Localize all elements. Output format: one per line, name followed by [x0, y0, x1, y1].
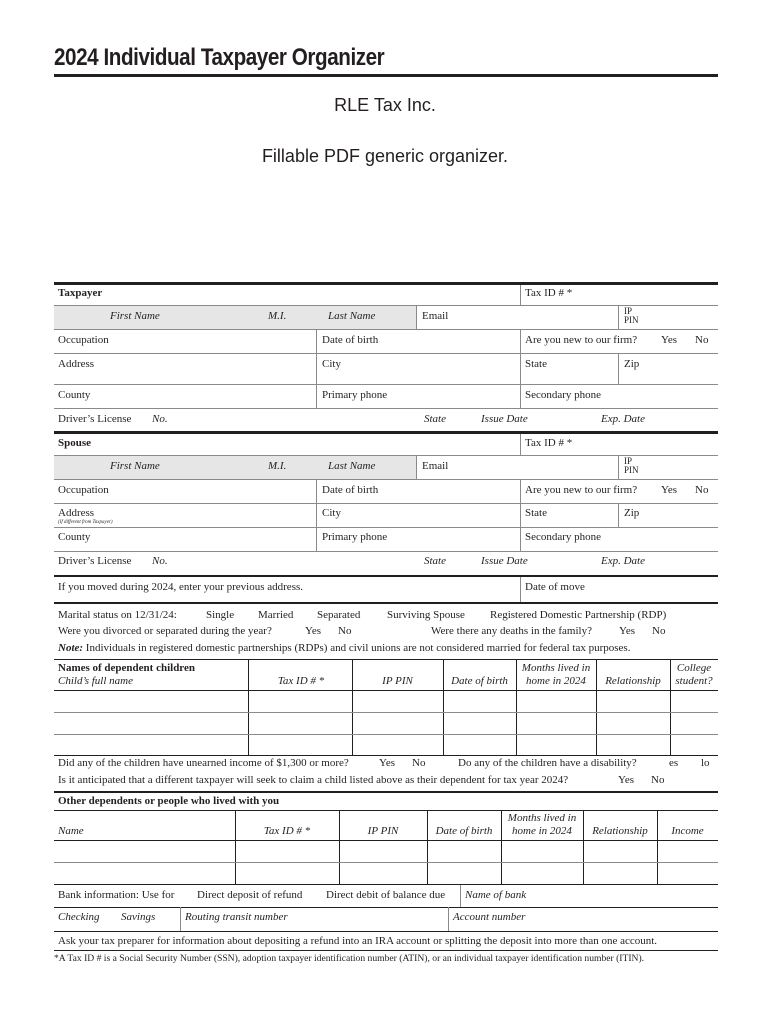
months-line-1: Months lived in [507, 812, 577, 824]
col-line [235, 811, 236, 884]
divider [520, 527, 521, 551]
children-col-college [670, 662, 718, 688]
child-row-1-name[interactable] [56, 693, 246, 710]
divider [316, 527, 317, 551]
spouse-dob-label: Date of birth [322, 484, 379, 496]
divider [520, 329, 521, 353]
others-heading: Other dependents or people who lived with you [58, 795, 280, 807]
spouse-new-firm-label: Are you new to our firm? [525, 484, 638, 496]
months-line-2: home in 2024 [526, 675, 586, 687]
spouse-city-label: City [322, 507, 341, 519]
row-line [54, 884, 718, 885]
taxpayer-tax-id-label: Tax ID # * [525, 287, 573, 299]
col-line [583, 811, 584, 884]
taxpayer-dl-no-label: No. [152, 413, 168, 425]
college-line-2: student? [675, 675, 713, 687]
spouse-secondary-phone-label: Secondary phone [525, 531, 602, 543]
marital-surviving-spouse[interactable]: Surviving Spouse [387, 609, 465, 621]
bank-name-field[interactable] [530, 888, 715, 904]
taxpayer-county-label: County [58, 389, 91, 401]
bank-direct-deposit[interactable]: Direct deposit of refund [197, 889, 303, 901]
col-line [443, 660, 444, 756]
taxpayer-first-name-label: First Name [110, 310, 160, 322]
divider [316, 384, 317, 408]
col-line [501, 811, 502, 884]
bank-name-label: Name of bank [465, 889, 527, 901]
spouse-dl-no-label: No. [152, 555, 168, 567]
taxpayer-dl-issue-label: Issue Date [481, 413, 528, 425]
col-line [670, 660, 671, 756]
taxpayer-mi-label: M.I. [268, 310, 287, 322]
row-line [54, 755, 718, 756]
bank-account-label: Account number [453, 911, 526, 923]
children-col-months [516, 662, 596, 688]
children-col-ip-pin: IP PIN [382, 675, 413, 687]
row-line [54, 712, 718, 713]
taxpayer-dob-label: Date of birth [322, 334, 379, 346]
bank-account-field[interactable] [535, 910, 715, 927]
marital-separated[interactable]: Separated [317, 609, 361, 621]
others-col-income: Income [671, 825, 704, 837]
divider [520, 285, 521, 305]
rule [54, 810, 718, 811]
claim-question: Is it anticipated that a different taxpayer will seek to claim a child listed above as their dependent for tax year 2024? [58, 774, 569, 786]
children-col-relationship: Relationship [605, 675, 661, 687]
divider [520, 384, 521, 408]
bank-ask-note: Ask your tax preparer for information about depositing a refund into an IRA account or splitting the deposit into more than one account. [58, 935, 658, 947]
taxpayer-last-name-label: Last Name [328, 310, 376, 322]
taxpayer-top-rule [54, 282, 718, 285]
divider [618, 353, 619, 384]
col-line [657, 811, 658, 884]
bank-direct-debit[interactable]: Direct debit of balance due [326, 889, 446, 901]
taxpayer-tax-id-field[interactable] [585, 287, 713, 301]
disability-yes[interactable]: es [669, 757, 679, 769]
spouse-email-field[interactable] [455, 459, 615, 475]
spouse-zip-label: Zip [624, 507, 640, 519]
unearned-question: Did any of the children have unearned income of $1,300 or more? [58, 757, 349, 769]
disability-question: Do any of the children have a disability? [458, 757, 637, 769]
months-line-1: Months lived in [521, 662, 591, 674]
spouse-email-label: Email [422, 460, 449, 472]
col-line [352, 660, 353, 756]
rule [54, 931, 718, 932]
company-name: RLE Tax Inc. [334, 95, 436, 115]
col-line [339, 811, 340, 884]
col-line [516, 660, 517, 756]
marital-rdp[interactable]: Registered Domestic Partnership (RDP) [490, 609, 667, 621]
taxpayer-address-label: Address [58, 358, 95, 370]
taxpayer-city-label: City [322, 358, 341, 370]
rule [54, 690, 718, 691]
deaths-no[interactable]: No [652, 625, 666, 637]
spouse-dl-issue-label: Issue Date [481, 555, 528, 567]
bank-label: Bank information: Use for [58, 889, 175, 901]
college-line-1: College [676, 662, 712, 674]
divider [520, 503, 521, 527]
others-col-name: Name [58, 825, 84, 837]
spouse-state-label: State [525, 507, 547, 519]
others-col-ip-pin: IP PIN [367, 825, 399, 837]
taxpayer-heading: Taxpayer [58, 287, 103, 299]
rule [54, 527, 718, 528]
taxpayer-dl-state-label: State [424, 413, 446, 425]
other-row-2-name[interactable] [56, 865, 233, 882]
taxpayer-occupation-label: Occupation [58, 334, 109, 346]
divider [520, 577, 521, 602]
row-line [54, 862, 718, 863]
divider [520, 434, 521, 455]
claim-no[interactable]: No [651, 774, 665, 786]
divider [520, 479, 521, 503]
col-line [248, 660, 249, 756]
spouse-address-note: (If different from Taxpayer) [58, 520, 113, 525]
divider [460, 885, 461, 907]
bank-checking[interactable]: Checking [58, 911, 100, 923]
unearned-no[interactable]: No [412, 757, 426, 769]
divider [618, 306, 619, 329]
deaths-question: Were there any deaths in the family? [431, 625, 592, 637]
divider [618, 503, 619, 527]
unearned-yes[interactable]: Yes [379, 757, 396, 769]
spouse-mi-label: M.I. [268, 460, 287, 472]
date-of-move-label: Date of move [525, 581, 585, 593]
deaths-yes[interactable]: Yes [619, 625, 636, 637]
taxpayer-dl-label: Driver’s License [58, 413, 132, 425]
divorced-question: Were you divorced or separated during the year? [58, 625, 272, 637]
children-col-dob: Date of birth [451, 675, 508, 687]
rule [54, 659, 718, 660]
divider [618, 456, 619, 479]
marital-single[interactable]: Single [206, 609, 235, 621]
spouse-address-label: Address [58, 507, 95, 519]
taxpayer-dl-exp-label: Exp. Date [601, 413, 645, 425]
months-line-2: home in 2024 [512, 825, 572, 837]
spouse-occupation-label: Occupation [58, 484, 109, 496]
others-col-tax-id: Tax ID # * [263, 825, 311, 837]
moved-label: If you moved during 2024, enter your previous address. [58, 581, 304, 593]
rule [54, 408, 718, 409]
divider [416, 456, 417, 479]
divider [520, 353, 521, 384]
page-title: 2024 Individual Taxpayer Organizer [54, 44, 385, 71]
others-col-months [501, 812, 583, 838]
spouse-first-name-label: First Name [110, 460, 160, 472]
child-row-2-name[interactable] [56, 715, 246, 732]
col-line [427, 811, 428, 884]
spouse-dl-label: Driver’s License [58, 555, 132, 567]
divorced-yes[interactable]: Yes [305, 625, 322, 637]
taxpayer-state-label: State [525, 358, 547, 370]
rule [54, 479, 718, 480]
divider [316, 329, 317, 353]
other-row-1-name[interactable] [56, 843, 233, 860]
bank-routing-field[interactable] [295, 910, 445, 927]
disability-no[interactable]: lo [701, 757, 710, 769]
note-label: Note: [58, 642, 84, 654]
spouse-tax-id-label: Tax ID # * [525, 437, 573, 449]
spouse-new-firm-yes[interactable]: Yes [661, 484, 678, 496]
spouse-new-firm-no[interactable]: No [695, 484, 709, 496]
spouse-last-name-label: Last Name [328, 460, 376, 472]
children-heading: Names of dependent children [58, 662, 195, 674]
taxpayer-secondary-phone-label: Secondary phone [525, 389, 602, 401]
note-text: Individuals in registered domestic partnerships (RDPs) and civil unions are not considered married for federal tax purposes. [83, 642, 631, 654]
rule [54, 551, 718, 552]
divorced-no[interactable]: No [338, 625, 352, 637]
children-col-tax-id: Tax ID # * [277, 675, 325, 687]
spouse-county-label: County [58, 531, 91, 543]
spouse-heading: Spouse [58, 437, 92, 449]
taxpayer-new-firm-yes[interactable]: Yes [661, 334, 678, 346]
taxpayer-new-firm-no[interactable]: No [695, 334, 709, 346]
moved-top-rule [54, 575, 718, 577]
divider [316, 353, 317, 384]
spouse-top-rule [54, 431, 718, 434]
col-line [596, 660, 597, 756]
taxpayer-new-firm-label: Are you new to our firm? [525, 334, 638, 346]
others-top-rule [54, 791, 718, 793]
marital-label: Marital status on 12/31/24: [58, 609, 177, 621]
taxpayer-primary-phone-label: Primary phone [322, 389, 388, 401]
taxpayer-ip-pin-label: IP PIN [624, 306, 639, 325]
tax-id-footnote: *A Tax ID # is a Social Security Number (SSN), adoption taxpayer identification number (ATIN), or an individual taxpayer identification number (ITIN). [54, 953, 645, 964]
children-col-name: Child’s full name [58, 675, 133, 687]
taxpayer-zip-label: Zip [624, 358, 640, 370]
spouse-ip-pin-label: IP PIN [624, 456, 639, 475]
divider [180, 907, 181, 931]
others-col-relationship: Relationship [592, 825, 648, 837]
others-col-dob: Date of birth [435, 825, 493, 837]
rule [54, 384, 718, 385]
divider [316, 479, 317, 503]
spouse-dl-state-label: State [424, 555, 446, 567]
child-row-3-name[interactable] [56, 737, 246, 753]
row-line [54, 734, 718, 735]
taxpayer-email-field[interactable] [455, 309, 615, 325]
marital-married[interactable]: Married [258, 609, 294, 621]
taxpayer-email-label: Email [422, 310, 449, 322]
bank-savings[interactable]: Savings [121, 911, 156, 923]
document-subtitle: Fillable PDF generic organizer. [261, 146, 509, 166]
title-rule [54, 74, 718, 77]
bank-routing-label: Routing transit number [185, 911, 288, 923]
spouse-tax-id-field[interactable] [585, 437, 713, 451]
spouse-dl-exp-label: Exp. Date [601, 555, 645, 567]
rule [54, 950, 718, 951]
spouse-primary-phone-label: Primary phone [322, 531, 388, 543]
divider [316, 503, 317, 527]
divider [448, 907, 449, 931]
claim-yes[interactable]: Yes [618, 774, 635, 786]
rule [54, 840, 718, 841]
divider [416, 306, 417, 329]
rule [54, 907, 718, 908]
moved-bottom-rule [54, 602, 718, 604]
rule [54, 329, 718, 330]
rdp-note [58, 642, 630, 654]
